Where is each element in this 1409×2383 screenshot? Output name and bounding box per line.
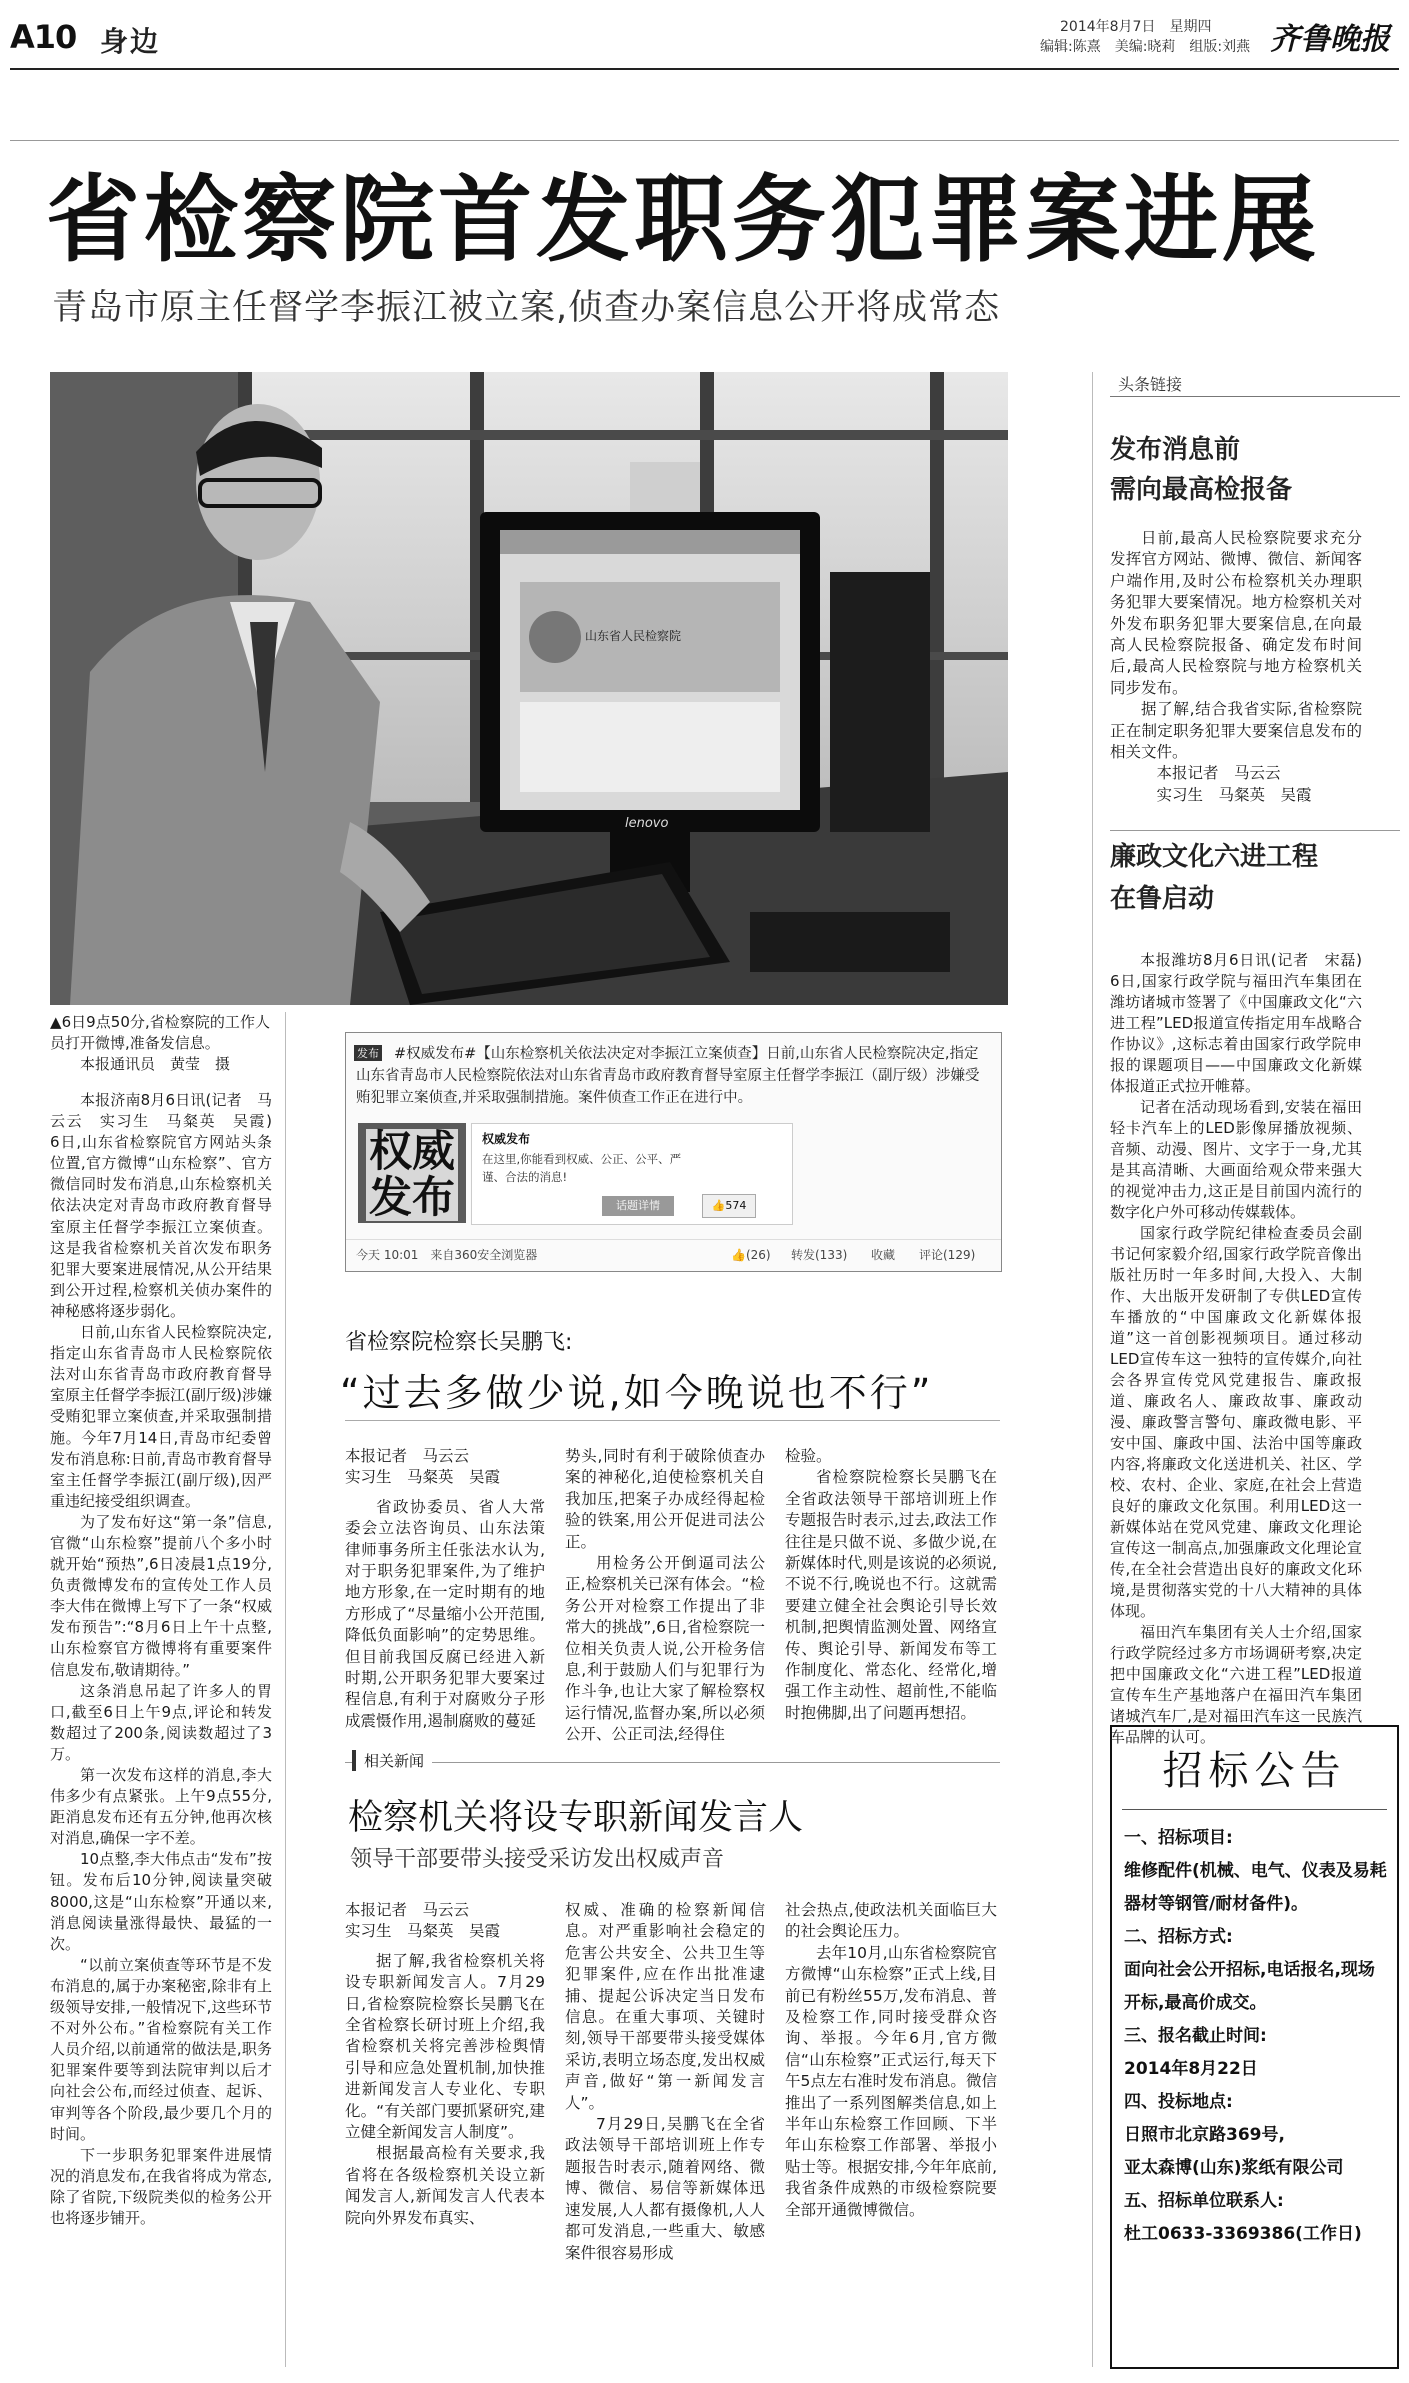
story1-title-line2: 需向最高检报备 — [1110, 475, 1293, 505]
news-photo — [50, 372, 1008, 1005]
like-icon: 👍 — [731, 1248, 746, 1262]
paper-logo: 齐鲁晚报 — [1270, 22, 1390, 57]
story1-title-line1: 发布消息前 — [1110, 435, 1241, 465]
weibo-footer — [346, 1239, 1001, 1270]
main-story — [50, 1090, 288, 2370]
sidebar-story1-body — [1110, 528, 1362, 806]
related-rule — [345, 1762, 1000, 1763]
headline-subtitle: 青岛市原主任督学李振江被立案,侦查办案信息公开将成常态 — [52, 288, 1001, 328]
tender-line: 一、招标项目: — [1124, 1828, 1233, 1848]
repost-button[interactable]: 转发(133) — [791, 1248, 848, 1262]
weibo-stamp-text: 权威发布 — [366, 1129, 458, 1221]
story-paragraph: 下一步职务犯罪案件进展情况的消息发布,在我省将成为常态,除了省院,下级院类似的检务公开也将逐步铺开。 — [50, 2145, 272, 2227]
monitor-site-text: 山东省人民检察院 — [585, 629, 682, 643]
weibo-post-text: #权威发布#【山东检察机关依法决定对李振江立案侦查】日前,山东省人民检察院决定,指定山东省青岛市人民检察院依法对山东省青岛市政府教育督导室原主任督学李振江（副厅级）涉嫌受贿犯罪立案侦查,并采取强制措施。案件侦查工作正在进行中。 — [356, 1046, 980, 1106]
tender-line: 亚太森博(山东)浆纸有限公司 — [1124, 2158, 1344, 2178]
byline-reporter: 本报记者 马云云 — [345, 1447, 470, 1465]
story2-title-line1: 廉政文化六进工程 — [1110, 842, 1319, 872]
monitor-brand: lenovo — [625, 816, 669, 831]
sidebar-paragraph: 据了解,结合我省实际,省检察院正在制定职务犯罪大要案信息发布的相关文件。 — [1110, 700, 1362, 762]
tender-ad — [1110, 1725, 1399, 2369]
sidebar-story-rule — [1110, 830, 1400, 831]
interview-column-2 — [565, 1446, 765, 1744]
sidebar-divider — [1092, 372, 1093, 2367]
story-paragraph: 日前,山东省人民检察院决定,指定山东省青岛市人民检察院依法对山东省青岛市政府教育督导室原主任督学李振江(副厅级)涉嫌受贿犯罪立案侦查,并采取强制措施。今年7月14日,青岛市纪委曾发布消息称:日前,青岛市教育督导室主任督学李振江(副厅级),因严重违纪接受组织调查。 — [50, 1323, 272, 1510]
favorite-button[interactable]: 收藏 — [871, 1248, 896, 1262]
related-column-1 — [345, 1900, 545, 2370]
topic-count-badge[interactable] — [702, 1194, 756, 1218]
tender-body — [1124, 1822, 1389, 2251]
weibo-logo: 发布 — [354, 1045, 382, 1061]
tender-line: 五、招标单位联系人: — [1124, 2191, 1284, 2211]
related-paragraph: 7月29日,吴鹏飞在全省政法领导干部培训班上作专题报告时表示,随着网络、微博、微信、易信等新媒体迅速发展,人人都有摄像机,人人都可发消息,一些重大、敏感案件很容易形成 — [565, 2115, 765, 2262]
related-paragraph: 据了解,我省检察机关将设专职新闻发言人。7月29日,省检察院检察长吴鹏飞在全省检察长研讨班上介绍,我省检察机关将完善涉检舆情引导和应急处置机制,加快推进新闻发言人专业化、专职化。“有关部门要抓紧研究,建立健全新闻发言人制度”。 — [345, 1951, 545, 2142]
byline-interns: 实习生 马粲英 吴霞 — [345, 1468, 501, 1487]
related-column-3 — [785, 1900, 997, 2370]
photo-illustration — [50, 372, 1008, 1005]
story-paragraph: 这条消息吊起了许多人的胃口,截至6日上午9点,评论和转发数超过了200条,阅读数超过了3万。 — [50, 1681, 272, 1763]
issue-date: 2014年8月7日 星期四 — [1060, 19, 1212, 35]
masthead-rule-thin — [10, 140, 1399, 141]
sidebar-byline-1: 本报记者 马云云 — [1156, 764, 1281, 783]
topic-card-text: 在这里,你能看到权威、公正、公平、严谨、合法的消息! — [482, 1152, 682, 1184]
page-number: A10 — [10, 18, 77, 56]
related-tag: 相关新闻 — [352, 1750, 432, 1771]
byline-reporter: 本报记者 马云云 — [345, 1901, 470, 1919]
weibo-time: 今天 10:01 来自360安全浏览器 — [356, 1248, 538, 1262]
interview-paragraph: 省政协委员、省人大常委会立法咨询员、山东法策律师事务所主任张法水认为,对于职务犯罪案件,为了维护地方形象,在一定时期有的地方形成了“尽量缩小公开范围,降低负面影响”的定势思维。但目前我国反腐已经进入新时期,公开职务犯罪大要案过程信息,有利于对腐败分子形成震慑作用,遏制腐败的蔓延 — [345, 1497, 545, 1730]
sidebar-label: 头条链接 — [1118, 375, 1183, 394]
interview-column-3 — [785, 1446, 997, 1738]
masthead-rule — [10, 68, 1399, 70]
interview-column-1 — [345, 1446, 545, 1738]
sidebar-paragraph: 国家行政学院纪律检查委员会副书记何家毅介绍,国家行政学院音像出版社历时一年多时间,大投入、大制作、大出版开发研制了专供LED宣传车播放的“中国廉政文化新媒体报道”这一首创影视频项目。通过移动LED宣传车这一独特的宣传媒介,向社会各界宣传党风党建报告、廉政报道、廉政名人、廉政故事、廉政动漫、廉政警言警句、廉政微电影、平安中国、廉政中国、法治中国等廉政内容,将廉政文化送进机关、社区、学校、农村、企业、家庭,在社会上营造良好的廉政文化氛围。利用LED这一新媒体站在党风党建、廉政文化理论宣传这一制高点,加强廉政文化理论宣传,在全社会营造出良好的廉政文化环境,是贯彻落实党的十八大精神的具体体现。 — [1110, 1224, 1362, 1620]
topic-detail-button[interactable]: 话题详情 — [602, 1196, 674, 1216]
interview-paragraph: 省检察院检察长吴鹏飞在全省政法领导干部培训班上作专题报告时表示,过去,政法工作往往是只做不说、多做少说,在新媒体时代,则是该说的必须说,不说不行,晚说也不行。这就需要建立健全社会舆论引导长效机制,把舆情监测处置、网络宣传、舆论引导、新闻发布等工作制度化、常态化、经常化,增强工作主动性、超前性,不能临时抱佛脚,出了问题再想招。 — [785, 1468, 997, 1722]
sidebar-paragraph: 日前,最高人民检察院要求充分发挥官方网站、微博、微信、新闻客户端作用,及时公布检察机关办理职务犯罪大要案情况。地方检察机关对外发布职务犯罪大要案信息,在向最高人民检察院报备、确定发布时间后,最高人民检察院与地方检察机关同步发布。 — [1110, 529, 1362, 697]
tender-line: 2014年8月22日 — [1124, 2059, 1258, 2079]
interview-rule — [345, 1420, 1000, 1421]
interview-paragraph: 势头,同时有利于破除侦查办案的神秘化,迫使检察机关自我加压,把案子办成经得起检验的铁案,用公开促进司法公正。 — [565, 1447, 765, 1551]
related-paragraph: 社会热点,使政法机关面临巨大的社会舆论压力。 — [785, 1901, 997, 1941]
like-button[interactable]: 👍(26) — [731, 1248, 771, 1262]
section-name: 身边 — [100, 25, 161, 58]
weibo-screenshot — [345, 1032, 1002, 1272]
tender-line: 日照市北京路369号, — [1124, 2125, 1285, 2145]
sidebar-paragraph: 本报潍坊8月6日讯(记者 宋磊) 6日,国家行政学院与福田汽车集团在潍坊诸城市签署了《中国廉政文化“六进工程”LED报道宣传指定用车战略合作协议》,这标志着由国家行政学院申报的课题项目——中国廉政文化新媒体报道正式拉开帷幕。 — [1110, 951, 1378, 1095]
sidebar-paragraph: 记者在活动现场看到,安装在福田轻卡汽车上的LED影像屏播放视频、音频、动漫、图片、文字于一身,尤其是其高清晰、大画面给观众带来强大的视觉冲击力,这正是目前国内流行的数字化户外可移动传媒载体。 — [1110, 1098, 1362, 1221]
sidebar-label-rule — [1110, 396, 1400, 397]
caption-text: ▲6日9点50分,省检察院的工作人员打开微博,准备发信息。 — [50, 1013, 270, 1052]
tender-line: 二、招标方式: — [1124, 1927, 1233, 1947]
sidebar-paragraph: 福田汽车集团有关人士介绍,国家行政学院经过多方市场调研考察,决定把中国廉政文化“六进工程”LED报道宣传车生产基地落户在福田汽车集团诸城汽车厂,是对福田汽车这一民族汽车品牌的认可。 — [1110, 1623, 1362, 1746]
story-paragraph: 为了发布好这“第一条”信息,官微“山东检察”提前八个多小时就开始“预热”,6日凌晨1点19分,负责微博发布的宣传处工作人员李大伟在微博上写下了一条“权威发布预告”:“8月6日上午十点整,山东检察官方微博将有重要案件信息发布,敬请期待。” — [50, 1512, 272, 1679]
caption-credit: 本报通讯员 黄莹 摄 — [80, 1055, 231, 1073]
sidebar-story2-title — [1110, 836, 1318, 920]
interview-paragraph: 用检务公开倒逼司法公正,检察机关已深有体会。“检务公开对检察工作提出了非常大的挑战”,6日,省检察院一位相关负责人说,公开检务信息,利于鼓励人们与犯罪行为作斗争,也让大家了解检察权运行情况,监督办案,所以必须公开、公正司法,经得住 — [565, 1554, 765, 1744]
story-paragraph: “以前立案侦查等环节是不发布消息的,属于办案秘密,除非有上级领导安排,一般情况下,这些环节不对外公布。”省检察院有关工作人员介绍,以前通常的做法是,职务犯罪案件要等到法院审判以后才向社会公布,而经过侦查、起诉、审判等各个阶段,最少要几个月的时间。 — [50, 1955, 272, 2143]
thumb-icon: 👍 — [711, 1199, 726, 1212]
topic-card-title: 权威发布 — [482, 1132, 531, 1146]
photo-caption — [50, 1012, 270, 1075]
tender-line: 四、投标地点: — [1124, 2092, 1233, 2112]
sidebar-story2-body — [1110, 950, 1378, 1746]
sidebar-story1-title — [1110, 430, 1292, 510]
story-paragraph: 本报济南8月6日讯(记者 马云云 实习生 马粲英 吴霞) 6日,山东省检察院官方网站头条位置,官方微博“山东检察”、官方微信同时发布消息,山东检察机关依法决定对青岛市政府教育督导室原主任督学李振江立案侦查。这是我省检察机关首次发布职务犯罪大要案进展情况,从公开结果到公开过程,检察机关侦办案件的神秘感将逐步弱化。 — [50, 1091, 288, 1320]
comment-button[interactable]: 评论(129) — [919, 1248, 976, 1262]
related-paragraph: 根据最高检有关要求,我省将在各级检察机关设立新闻发言人,新闻发言人代表本院向外界发布真实、 — [345, 2144, 545, 2227]
related-paragraph: 去年10月,山东省检察院官方微博“山东检察”正式上线,目前已有粉丝55万,发布消息、普及检察工作,同时接受群众咨询、举报。今年6月,官方微信“山东检察”正式运行,每天下午5点左右准时发布消息。微信推出了一系列图解类信息,如上半年山东检察工作回顾、下半年山东检察工作部署、举报小贴士等。根据安排,今年年底前,我省条件成熟的市级检察院要全部开通微博微信。 — [785, 1943, 997, 2219]
tender-line: 杜工0633-3369386(工作日) — [1124, 2224, 1362, 2244]
sidebar-byline-2: 实习生 马粲英 吴霞 — [1156, 785, 1312, 804]
tender-title-rule — [1122, 1809, 1387, 1810]
interview-kicker: 省检察院检察长吴鹏飞: — [345, 1330, 573, 1355]
interview-paragraph: 检验。 — [785, 1447, 832, 1465]
related-paragraph: 权威、准确的检察新闻信息。对严重影响社会稳定的危害公共安全、公共卫生等犯罪案件,应在作出批准逮捕、提起公诉决定当日发布信息。在重大事项、关键时刻,领导干部要带头接受媒体采访,表明立场态度,发出权威声音,做好“第一新闻发言人”。 — [565, 1901, 765, 2112]
column-divider — [285, 1012, 286, 2367]
related-column-2 — [565, 1900, 765, 2370]
interview-title: “过去多做少说,如今晚说也不行” — [340, 1371, 934, 1415]
tender-title: 招标公告 — [1162, 1748, 1347, 1794]
story2-title-line2: 在鲁启动 — [1110, 884, 1215, 914]
related-subtitle: 领导干部要带头接受采访发出权威声音 — [350, 1847, 725, 1872]
headline-title: 省检察院首发职务犯罪案进展 — [46, 165, 1321, 275]
weibo-topic-card — [471, 1123, 793, 1225]
tender-line: 三、报名截止时间: — [1124, 2026, 1267, 2046]
editor-credits: 编辑:陈熹 美编:晓莉 组版:刘燕 — [1040, 39, 1251, 55]
topic-count: 574 — [725, 1199, 747, 1212]
story-paragraph: 10点整,李大伟点击“发布”按钮。发布后10分钟,阅读量突破8000,这是“山东检察”开通以来,消息阅读量涨得最快、最猛的一次。 — [50, 1850, 272, 1953]
tender-line: 维修配件(机械、电气、仪表及易耗器材等钢管/耐材备件)。 — [1124, 1861, 1387, 1914]
tender-line: 面向社会公开招标,电话报名,现场开标,最高价成交。 — [1124, 1960, 1375, 2013]
related-title: 检察机关将设专职新闻发言人 — [348, 1798, 804, 1838]
byline-interns: 实习生 马粲英 吴霞 — [345, 1922, 501, 1941]
story-paragraph: 第一次发布这样的消息,李大伟多少有点紧张。上午9点55分,距消息发布还有五分钟,他再次核对消息,确保一字不差。 — [50, 1766, 272, 1848]
